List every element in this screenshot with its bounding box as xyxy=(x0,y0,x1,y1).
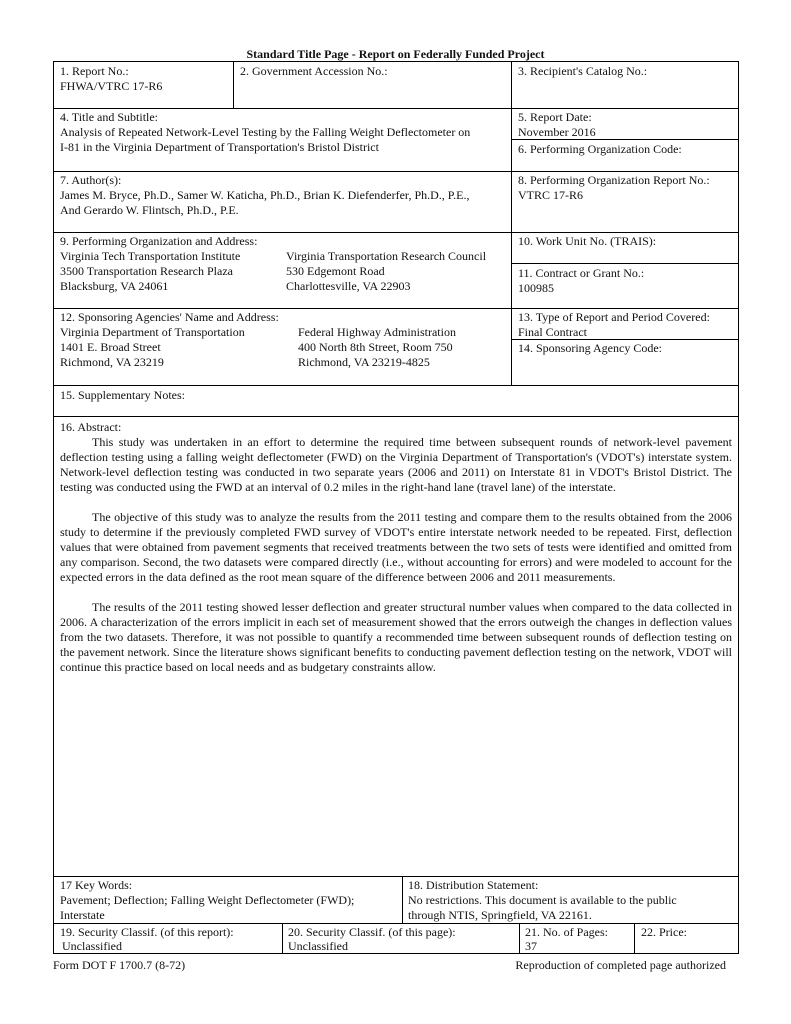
rule-row-4 xyxy=(54,308,738,309)
distribution-line-1: No restrictions. This document is available to the public xyxy=(408,893,677,907)
rule-col-17-18 xyxy=(402,876,403,923)
sponsoring-org2-street: 400 North 8th Street, Room 750 xyxy=(298,340,453,354)
rule-row-7 xyxy=(54,876,738,877)
authors-line-1: James M. Bryce, Ph.D., Samer W. Katicha, Ph.D., Brian K. Diefenderfer, Ph.D., P.E., xyxy=(60,188,470,202)
distribution-label: 18. Distribution Statement: xyxy=(408,878,539,892)
performing-org-report-value: VTRC 17-R6 xyxy=(518,188,584,202)
reproduction-note: Reproduction of completed page authorized xyxy=(515,958,726,972)
form-id: Form DOT F 1700.7 (8-72) xyxy=(53,958,186,972)
key-words-line-1: Pavement; Deflection; Falling Weight Deflectometer (FWD); xyxy=(60,893,355,907)
rule-col-20-21 xyxy=(519,923,520,954)
performing-org1-street: 3500 Transportation Research Plaza xyxy=(60,264,233,278)
rule-row-2 xyxy=(54,171,738,172)
gov-accession-label: 2. Government Accession No.: xyxy=(240,64,388,78)
report-date-value: November 2016 xyxy=(518,125,596,139)
rule-row-8 xyxy=(54,923,738,924)
rule-col-21-22 xyxy=(634,923,635,954)
key-words-line-2: Interstate xyxy=(60,908,105,922)
rule-col-right-a xyxy=(511,108,512,385)
report-date-label: 5. Report Date: xyxy=(518,110,592,124)
report-no-label: 1. Report No.: xyxy=(60,64,129,78)
authors-line-2: And Gerardo W. Flintsch, Ph.D., P.E. xyxy=(60,203,239,217)
rule-row-1 xyxy=(54,108,738,109)
contract-grant-label: 11. Contract or Grant No.: xyxy=(518,266,645,280)
distribution-line-2: through NTIS, Springfield, VA 22161. xyxy=(408,908,592,922)
rule-right-10-11 xyxy=(511,263,738,264)
abstract-label: 16. Abstract: xyxy=(60,420,122,434)
supplementary-label: 15. Supplementary Notes: xyxy=(60,388,185,402)
num-pages-value: 37 xyxy=(525,939,537,953)
performing-org-report-label: 8. Performing Organization Report No.: xyxy=(518,173,710,187)
authors-label: 7. Author(s): xyxy=(60,173,122,187)
num-pages-label: 21. No. of Pages: xyxy=(525,925,608,939)
rule-col-1-2 xyxy=(233,62,234,108)
performing-org-code-label: 6. Performing Organization Code: xyxy=(518,142,682,156)
rule-row-3 xyxy=(54,232,738,233)
sponsoring-org2-city: Richmond, VA 23219-4825 xyxy=(298,355,430,369)
sponsoring-code-label: 14. Sponsoring Agency Code: xyxy=(518,341,662,355)
security-report-label: 19. Security Classif. (of this report): xyxy=(60,925,234,939)
title-page-form xyxy=(53,61,739,954)
performing-org-label: 9. Performing Organization and Address: xyxy=(60,234,258,248)
sponsoring-org1-street: 1401 E. Broad Street xyxy=(60,340,161,354)
abstract-paragraph-2: The objective of this study was to analyze the results from the 2011 testing and compare them to the results obtained from the 2006 study to determine if the previously completed FWD survey of VDOT's entire interstate network needed to be repeated. First, deflection values that were obtained from pavement segments that received treatments between the two sets of tests were identified and omitted from any comparison. Second, the two datasets were compared directly (i.e., without accounting for errors) and were modeled to account for the expected errors in the data defined as the root mean square of the difference between 2006 and 2011 measurements. xyxy=(60,510,732,584)
title-subtitle-label: 4. Title and Subtitle: xyxy=(60,110,159,124)
rule-col-19-20 xyxy=(282,923,283,954)
performing-org1-city: Blacksburg, VA 24061 xyxy=(60,279,169,293)
contract-grant-value: 100985 xyxy=(518,281,554,295)
work-unit-label: 10. Work Unit No. (TRAIS): xyxy=(518,234,657,248)
performing-org2-street: 530 Edgemont Road xyxy=(286,264,385,278)
security-report-value: Unclassified xyxy=(62,939,122,953)
recipient-catalog-label: 3. Recipient's Catalog No.: xyxy=(518,64,648,78)
performing-org2-name: Virginia Transportation Research Council xyxy=(286,249,487,263)
sponsoring-org2-name: Federal Highway Administration xyxy=(298,325,456,339)
price-label: 22. Price: xyxy=(641,925,687,939)
title-line-1: Analysis of Repeated Network-Level Testing by the Falling Weight Deflectometer on xyxy=(60,125,471,139)
security-page-value: Unclassified xyxy=(288,939,348,953)
performing-org2-city: Charlottesville, VA 22903 xyxy=(286,279,411,293)
page-title: Standard Title Page - Report on Federally Funded Project xyxy=(246,47,545,61)
sponsoring-org1-name: Virginia Department of Transportation xyxy=(60,325,245,339)
sponsoring-label: 12. Sponsoring Agencies' Name and Address: xyxy=(60,310,279,324)
abstract-body xyxy=(60,435,732,690)
rule-row-5 xyxy=(54,385,738,386)
key-words-label: 17 Key Words: xyxy=(60,878,133,892)
security-page-label: 20. Security Classif. (of this page): xyxy=(288,925,456,939)
report-no-value: FHWA/VTRC 17-R6 xyxy=(60,79,163,93)
performing-org1-name: Virginia Tech Transportation Institute xyxy=(60,249,241,263)
rule-row-6 xyxy=(54,416,738,417)
sponsoring-org1-city: Richmond, VA 23219 xyxy=(60,355,164,369)
title-line-2: I-81 in the Virginia Department of Transportation's Bristol District xyxy=(60,140,379,154)
report-type-label: 13. Type of Report and Period Covered: xyxy=(518,310,710,324)
rule-col-2-3 xyxy=(511,62,512,108)
report-type-value: Final Contract xyxy=(518,325,587,339)
abstract-paragraph-3: The results of the 2011 testing showed lesser deflection and greater structural number values when compared to the data collected in 2006. A characterization of the errors implicit in each set of measurement showed that the errors outweigh the changes in deflection values from the two datasets. Therefore, it was not possible to quantify a recommended time between subsequent rounds of deflection testing on the pavement network. Since the literature shows significant benefits to conducting pavement deflection testing on the network, VDOT will continue this practice based on local needs and as budgetary constraints allow. xyxy=(60,600,732,674)
abstract-paragraph-1: This study was undertaken in an effort to determine the required time between subsequent rounds of network-level pavement deflection testing using a falling weight deflectometer (FWD) on the Virginia Department of Transportation's (VDOT's) interstate system. Network-level deflection testing was conducted in two separate years (2006 and 2011) on Interstate 81 in VDOT's Bristol District. The testing was conducted using the FWD at an interval of 0.2 miles in the right-hand lane (travel lane) of the interstate. xyxy=(60,435,732,494)
